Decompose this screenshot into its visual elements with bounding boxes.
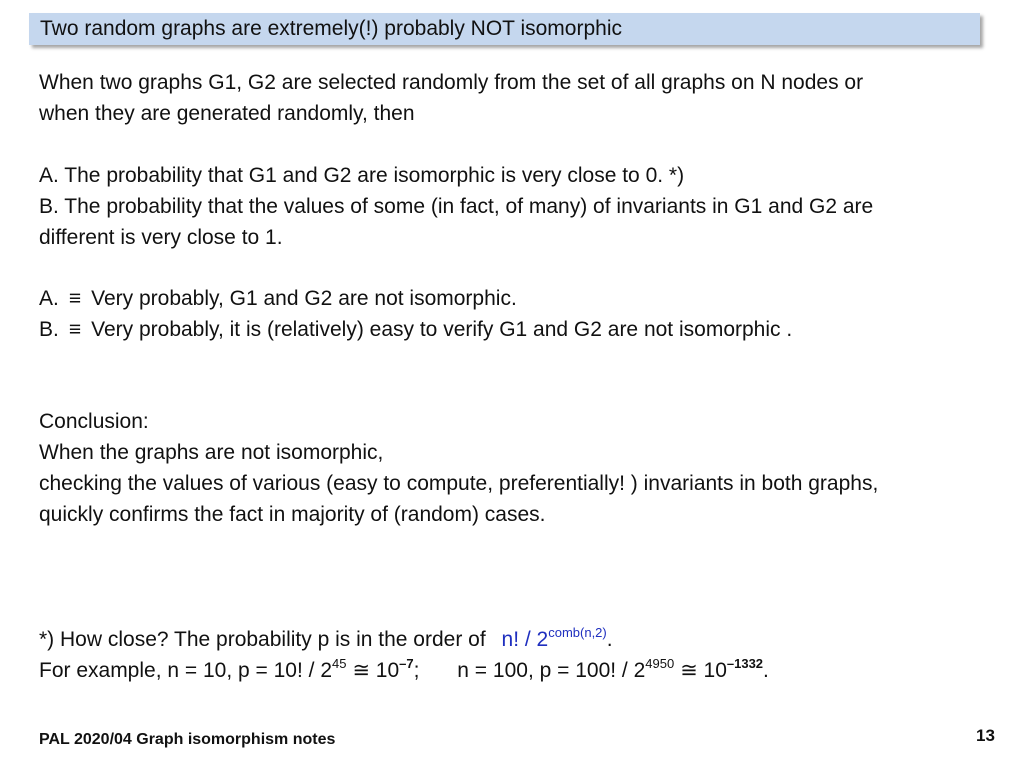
example-1-exponent: 45 — [332, 656, 347, 671]
formula-base: n! / 2 — [501, 628, 549, 651]
footer-text: PAL 2020/04 Graph isomorphism notes — [39, 731, 336, 748]
equiv-b-text: Very probably, it is (relatively) easy to verify G1 and G2 are not isomorphic . — [91, 318, 793, 341]
equiv-a-prefix: A. — [39, 287, 59, 310]
probability-formula — [501, 625, 607, 651]
example-1-prefix: For example, n = 10, p = 10! / 2 — [39, 659, 333, 682]
equivalence-symbol: ≡ — [68, 318, 82, 341]
formula-exponent: comb(n,2) — [548, 625, 607, 640]
conclusion-line-1: When the graphs are not isomorphic, — [39, 441, 384, 464]
footnote-line-2 — [39, 658, 769, 684]
footnote-period: . — [606, 628, 613, 651]
equiv-b — [39, 317, 792, 343]
point-b-line-2: different is very close to 1. — [39, 226, 283, 249]
intro-line-1: When two graphs G1, G2 are selected randomly from the set of all graphs on N nodes or — [39, 71, 864, 94]
footnote-prefix: *) How close? The probability p is in the order of — [39, 628, 486, 651]
example-2-end: . — [763, 659, 769, 682]
page-number: 13 — [976, 726, 995, 745]
equiv-a — [39, 286, 517, 312]
point-b-line-1: B. The probability that the values of some (in fact, of many) of invariants in G1 and G2 are — [39, 195, 874, 218]
approx-symbol: ≅ — [680, 659, 698, 682]
example-2-power: –1332 — [726, 656, 764, 671]
conclusion-heading: Conclusion: — [39, 410, 149, 433]
example-1-power: –7 — [399, 656, 414, 671]
equiv-b-prefix: B. — [39, 318, 59, 341]
intro-line-2: when they are generated randomly, then — [39, 102, 415, 125]
conclusion-line-3: quickly confirms the fact in majority of (random) cases. — [39, 503, 546, 526]
conclusion-line-2: checking the values of various (easy to compute, preferentially! ) invariants in both graphs, — [39, 472, 879, 495]
point-a: A. The probability that G1 and G2 are isomorphic is very close to 0. *) — [39, 164, 685, 187]
equiv-a-text: Very probably, G1 and G2 are not isomorphic. — [91, 287, 517, 310]
slide-title: Two random graphs are extremely(!) probably NOT isomorphic — [29, 13, 980, 45]
example-1-base: 10 — [375, 659, 400, 682]
example-1-end: ; — [413, 659, 420, 682]
footnote-line-1 — [39, 627, 613, 653]
example-2-prefix: n = 100, p = 100! / 2 — [457, 659, 646, 682]
example-2-exponent: 4950 — [645, 656, 675, 671]
example-2-base: 10 — [703, 659, 727, 682]
equivalence-symbol: ≡ — [68, 287, 82, 310]
approx-symbol: ≅ — [352, 659, 370, 682]
